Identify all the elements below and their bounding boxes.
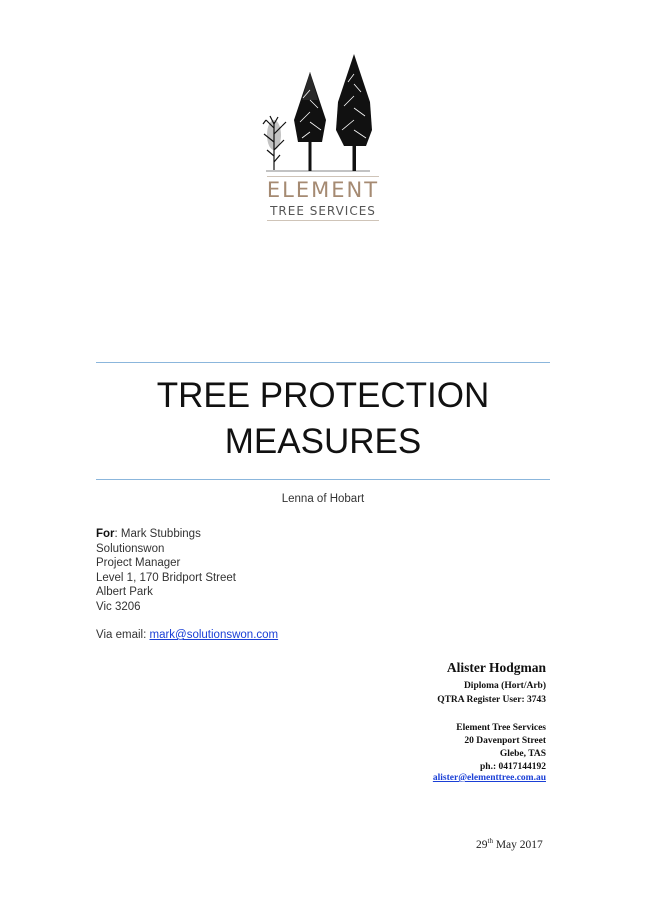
- logo-rule-bottom: [267, 220, 379, 221]
- document-date: [476, 837, 543, 851]
- for-label: For: [96, 528, 115, 540]
- logo-rule-top: [267, 176, 379, 177]
- date-rest: May 2017: [492, 838, 543, 851]
- project-name: Lenna of Hobart: [281, 493, 365, 505]
- recipient-block: [96, 527, 236, 615]
- recipient-role: Project Manager: [96, 557, 181, 570]
- recipient-company: Solutionswon: [96, 542, 165, 555]
- author-street: 20 Davenport Street: [464, 736, 546, 746]
- date-suffix: th: [487, 837, 493, 845]
- recipient-address: Level 1, 170 Bridport Street: [96, 571, 236, 584]
- author-email-wrap: [433, 773, 546, 783]
- recipient-suburb: Albert Park: [96, 586, 153, 599]
- recipient-email-link[interactable]: mark@solutionswon.com: [149, 629, 279, 641]
- author-city: Glebe, TAS: [499, 749, 546, 759]
- email-line: [96, 629, 278, 641]
- logo-text-element: ELEMENT: [266, 178, 380, 202]
- author-register: QTRA Register User: 3743: [437, 695, 546, 705]
- title-rule-bottom: [96, 479, 550, 480]
- logo-text-tree-services: TREE SERVICES: [270, 204, 376, 218]
- author-phone: ph.: 0417144192: [480, 762, 546, 772]
- author-qualification: Diploma (Hort/Arb): [463, 681, 546, 691]
- document-title-line1: TREE PROTECTION: [156, 376, 490, 415]
- document-title-line2: MEASURES: [224, 422, 422, 461]
- title-rule-top: [96, 362, 550, 363]
- date-day: 29: [476, 838, 488, 851]
- company-logo: [258, 50, 388, 225]
- author-name: Alister Hodgman: [446, 660, 546, 675]
- email-prefix: Via email:: [96, 629, 150, 641]
- author-email-link[interactable]: alister@elementtree.com.au: [432, 773, 546, 783]
- recipient-name: : Mark Stubbings: [114, 528, 201, 540]
- author-company: Element Tree Services: [456, 723, 546, 733]
- recipient-state: Vic 3206: [96, 600, 141, 613]
